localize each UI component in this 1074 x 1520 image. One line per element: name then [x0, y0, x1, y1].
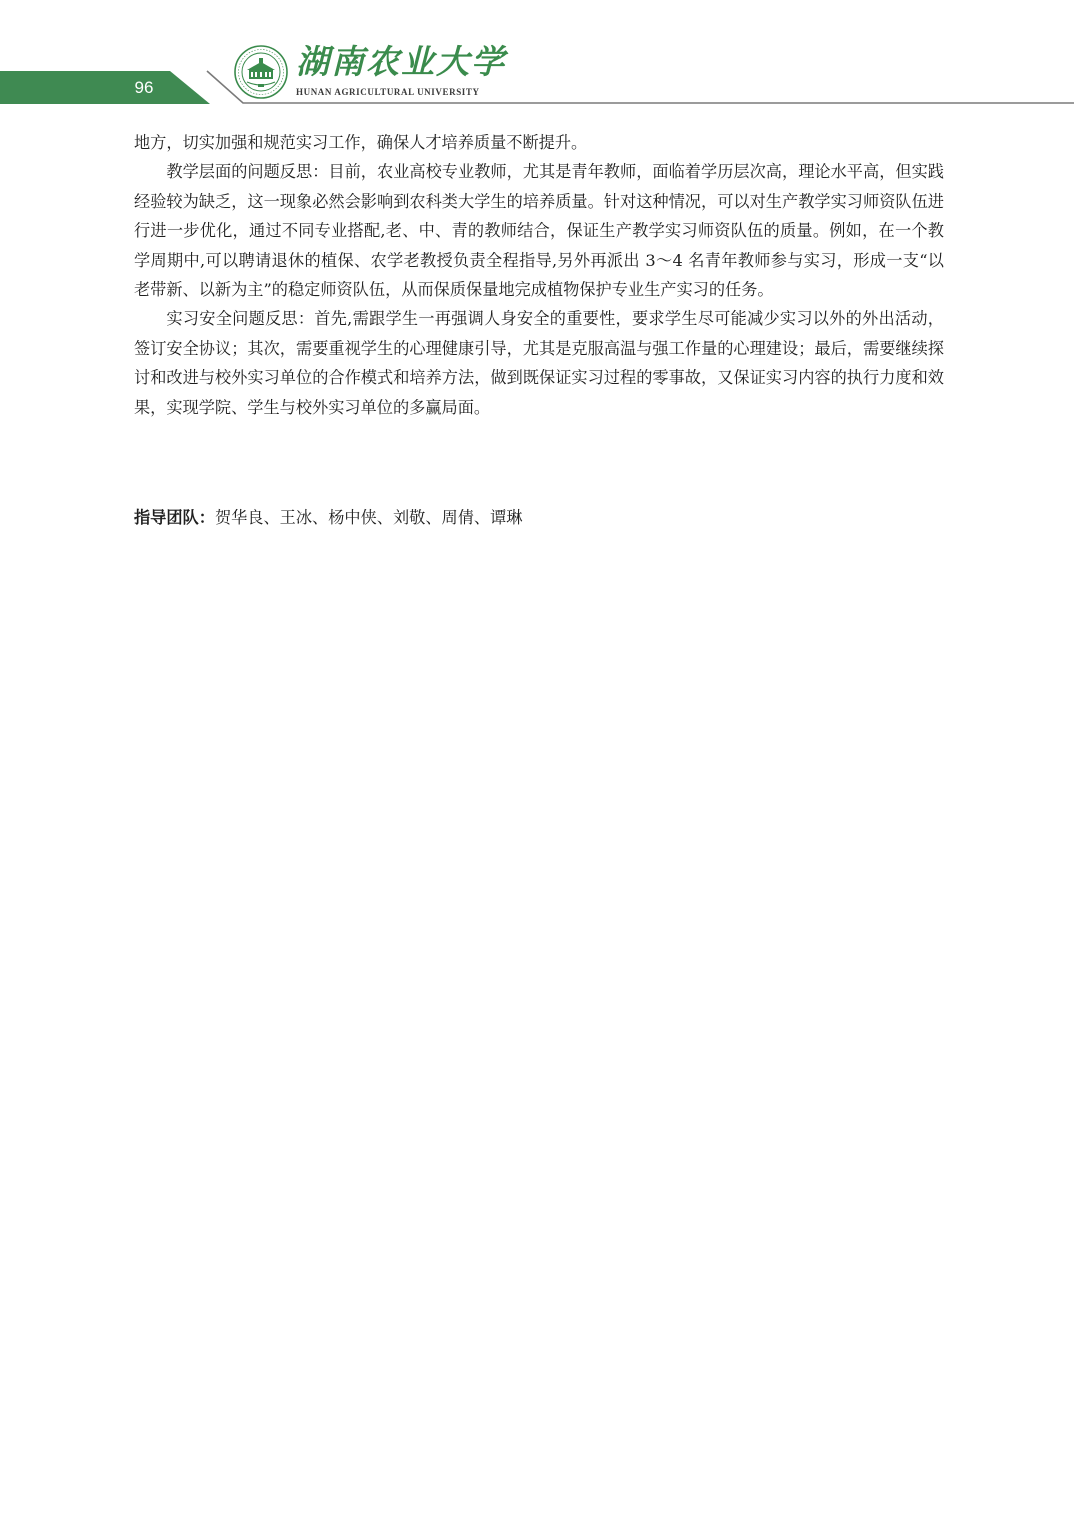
- guidance-team-members: 贺华良、王冰、杨中侠、刘敬、周倩、谭琳: [214, 508, 523, 527]
- university-name-english: HUNAN AGRICULTURAL UNIVERSITY: [296, 87, 480, 97]
- page-number: 96: [134, 78, 154, 97]
- university-emblem-icon: [233, 44, 289, 100]
- page-header: [0, 0, 1074, 112]
- body-text: [134, 128, 944, 422]
- paragraph-3: 实习安全问题反思：首先,需跟学生一再强调人身安全的重要性，要求学生尽可能减少实习以外的外出活动，签订安全协议；其次，需要重视学生的心理健康引导，尤其是克服高温与强工作量的心理建设；最后，需要继续探讨和改进与校外实习单位的合作模式和培养方法，做到既保证实习过程的零事故，又保证实习内容的执行力度和效果，实现学院、学生与校外实习单位的多赢局面。: [134, 309, 944, 417]
- guidance-team: [134, 503, 944, 532]
- paragraph-2: 教学层面的问题反思：目前，农业高校专业教师，尤其是青年教师，面临着学历层次高，理论水平高，但实践经验较为缺乏，这一现象必然会影响到农科类大学生的培养质量。针对这种情况，可以对生产教学实习师资队伍进行进一步优化，通过不同专业搭配,老、中、青的教师结合，保证生产教学实习师资队伍的质量。例如，在一个教学周期中,可以聘请退休的植保、农学老教授负责全程指导,另外再派出 3～4 名青年教师参与实习，形成一支“以老带新、以新为主”的稳定师资队伍，从而保质保量地完成植物保护专业生产实习的任务。: [134, 162, 944, 300]
- university-name-chinese: 湖南农业大学: [296, 42, 506, 81]
- paragraph-1: 地方，切实加强和规范实习工作，确保人才培养质量不断提升。: [134, 133, 588, 152]
- header-green-tab: [0, 71, 210, 104]
- guidance-team-label: 指导团队：: [134, 508, 215, 527]
